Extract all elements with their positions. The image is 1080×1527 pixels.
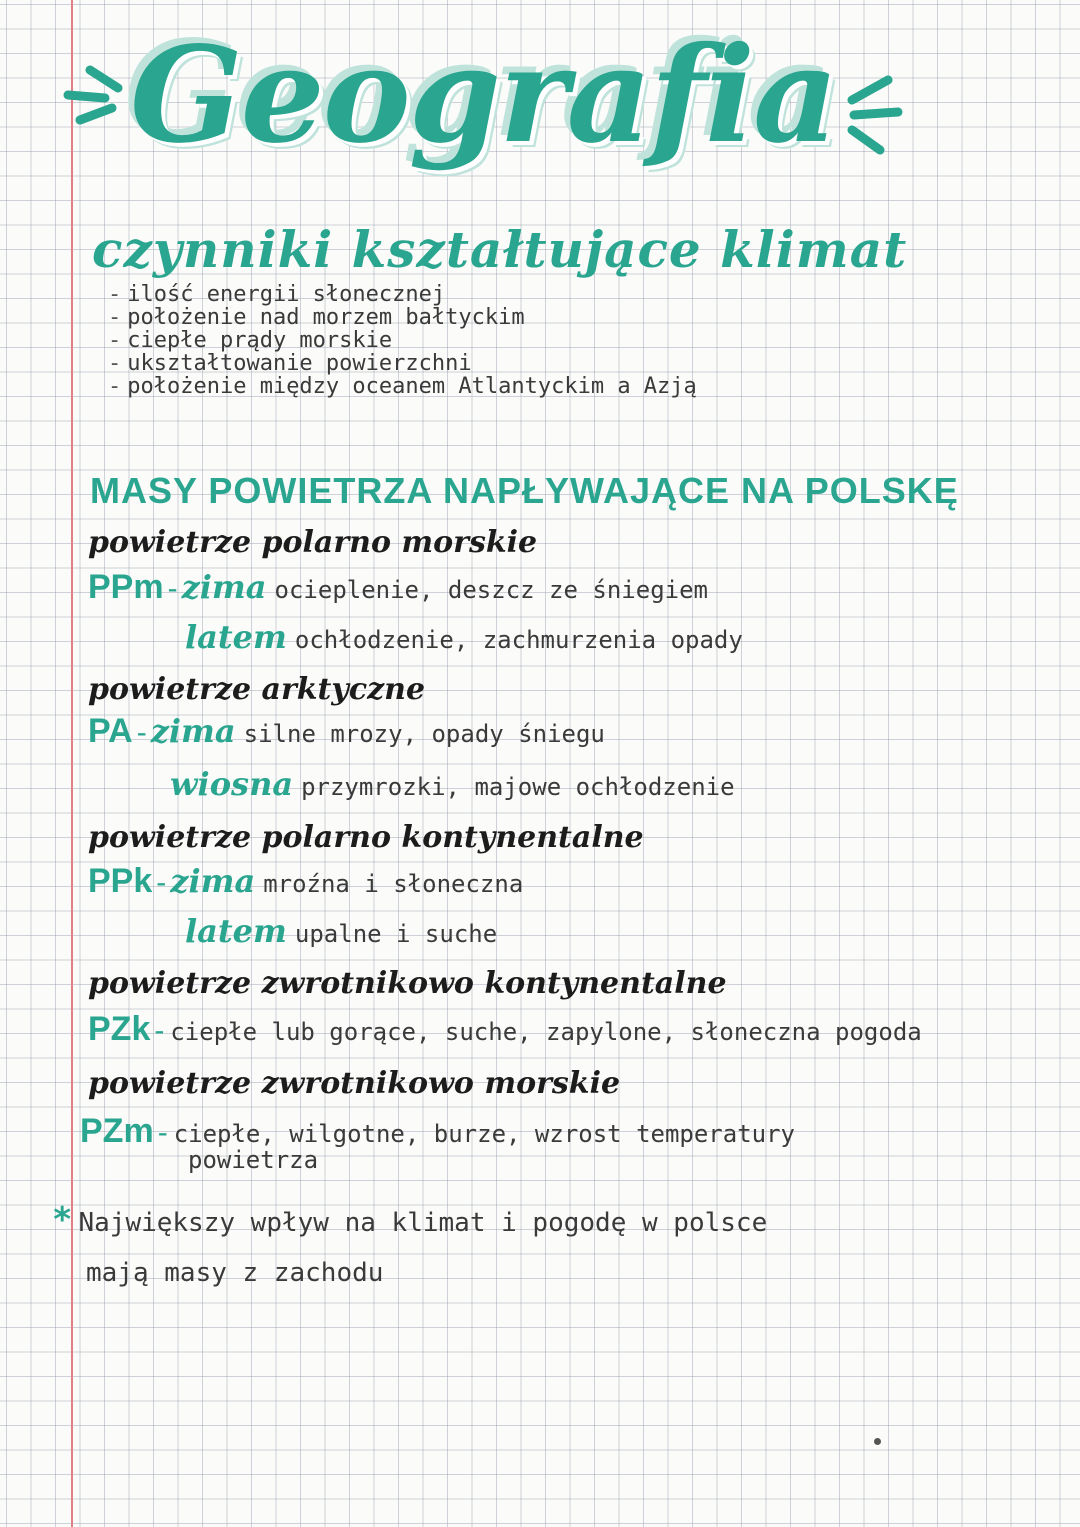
season-label: zima	[150, 712, 236, 750]
mass-row-ppk-2	[185, 912, 497, 950]
mass-row-pa-2	[170, 765, 735, 803]
factor-text: ciepłe prądy morskie	[127, 328, 393, 353]
season-label: latem	[185, 912, 287, 950]
mass-description: powietrza	[188, 1146, 319, 1174]
mass-row-ppm-1: PPm - zima ocieplenie, deszcz ze śniegiem	[88, 568, 708, 606]
climate-factors-list	[108, 283, 697, 398]
mass-row-ppm-2	[185, 618, 743, 656]
mass-row-pzm: PZm - ciepłe, wilgotne, burze, wzrost temperatury	[80, 1112, 796, 1150]
mass-description: ciepłe lub gorące, suche, zapylone, słoneczna pogoda	[170, 1018, 922, 1046]
mass-description: silne mrozy, opady śniegu	[243, 720, 605, 748]
note-text: Największy wpływ na klimat i pogodę w polsce	[78, 1208, 768, 1238]
list-item: - ilość energii słonecznej	[108, 282, 446, 307]
mass-description: ocieplenie, deszcz ze śniegiem	[274, 576, 708, 604]
note-line	[52, 1195, 767, 1248]
list-item: - ukształtowanie powierzchni	[108, 351, 472, 376]
mass-title-pzk: powietrze zwrotnikowo kontynentalne	[88, 966, 727, 1001]
mass-code: PA	[88, 712, 133, 750]
mass-row-pzm-cont	[188, 1146, 318, 1174]
mass-title-ppk: powietrze polarno kontynentalne	[88, 820, 644, 855]
season-label: zima	[170, 862, 256, 900]
mass-title-pa: powietrze arktyczne	[88, 672, 426, 707]
list-item: - położenie między oceanem Atlantyckim a Azją	[108, 374, 697, 399]
ink-dot	[874, 1438, 881, 1445]
mass-code: PZm	[80, 1112, 154, 1150]
section-subtitle: czynniki kształtujące klimat	[92, 220, 908, 279]
mass-description: upalne i suche	[294, 920, 498, 948]
season-label: latem	[185, 618, 287, 656]
factor-text: położenie nad morzem bałtyckim	[127, 305, 525, 330]
factor-text: ukształtowanie powierzchni	[127, 351, 472, 376]
factor-text: położenie między oceanem Atlantyckim a Azją	[127, 374, 697, 399]
season-label: zima	[181, 568, 267, 606]
note-line	[52, 1248, 767, 1298]
mass-row-pzk: PZk - ciepłe lub gorące, suche, zapylone, słoneczna pogoda	[88, 1010, 922, 1048]
factor-text: ilość energii słonecznej	[127, 282, 446, 307]
page-title: Geografia	[130, 18, 837, 173]
title-left-sparkle-icon	[60, 50, 130, 130]
mass-description: przymrozki, majowe ochłodzenie	[301, 773, 735, 801]
asterisk-icon: *	[52, 1200, 73, 1240]
mass-description: mroźna i słoneczna	[263, 870, 524, 898]
note-text: mają masy z zachodu	[86, 1258, 384, 1288]
mass-code: PPk	[88, 862, 153, 900]
mass-code: PZk	[88, 1010, 151, 1048]
mass-row-pa-1: PA - zima silne mrozy, opady śniegu	[88, 712, 605, 750]
mass-title-pzm: powietrze zwrotnikowo morskie	[88, 1066, 621, 1101]
summary-note	[52, 1195, 767, 1298]
mass-description: ochłodzenie, zachmurzenia opady	[294, 626, 743, 654]
title-right-sparkle-icon	[840, 70, 910, 160]
air-masses-heading: MASY POWIETRZA NAPŁYWAJĄCE NA POLSKĘ	[90, 470, 959, 511]
mass-code: PPm	[88, 568, 164, 606]
mass-title-ppm: powietrze polarno morskie	[88, 525, 538, 560]
mass-description: ciepłe, wilgotne, burze, wzrost temperatury	[173, 1120, 796, 1148]
season-label: wiosna	[170, 765, 294, 803]
mass-row-ppk-1: PPk - zima mroźna i słoneczna	[88, 862, 524, 900]
list-item: - położenie nad morzem bałtyckim	[108, 305, 525, 330]
list-item: - ciepłe prądy morskie	[108, 328, 393, 353]
